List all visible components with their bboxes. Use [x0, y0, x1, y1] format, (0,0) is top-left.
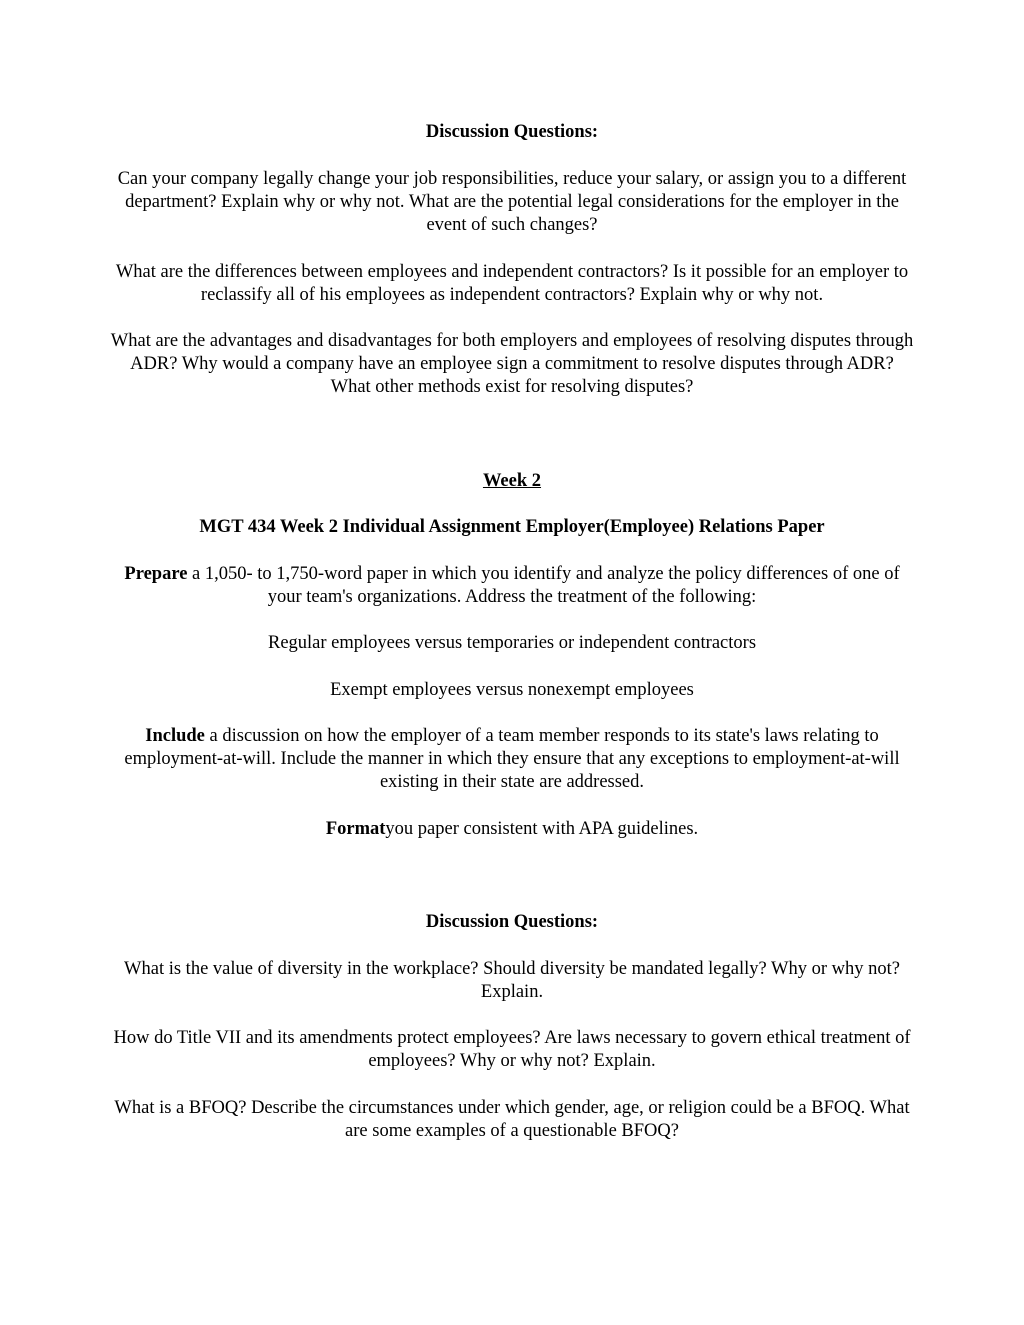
assignment-title: MGT 434 Week 2 Individual Assignment Employer(Employee) Relations Paper: [199, 517, 825, 537]
prepare-paragraph: [110, 563, 914, 609]
discussion-heading-2: Discussion Questions:: [425, 912, 599, 932]
document-page: [110, 0, 914, 1325]
question-2-1: What is the value of diversity in the workplace? Should diversity be mandated legally? Why or why not? Explain.: [124, 959, 900, 1002]
format-text: you paper consistent with APA guidelines.: [385, 819, 699, 839]
question-1-2: What are the differences between employees and independent contractors? Is it possible for an employer to reclassify all of his employees as independent contractors? Explain why or why not.: [115, 262, 909, 305]
question-2-2: How do Title VII and its amendments protect employees? Are laws necessary to govern ethical treatment of employees? Why or why not? Explain.: [113, 1028, 911, 1071]
question-2-3: What is a BFOQ? Describe the circumstances under which gender, age, or religion could be a BFOQ. What are some examples of a questionable BFOQ?: [114, 1098, 910, 1141]
prepare-lead: Prepare: [124, 564, 188, 584]
format-lead: Format: [325, 819, 386, 839]
include-paragraph: [110, 725, 914, 794]
treatment-item-2: Exempt employees versus nonexempt employees: [330, 680, 694, 700]
treatment-item-1: Regular employees versus temporaries or independent contractors: [267, 633, 757, 653]
week-heading: Week 2: [482, 471, 542, 491]
format-paragraph: [110, 818, 914, 841]
include-lead: Include: [145, 726, 205, 746]
discussion-heading-1: Discussion Questions:: [425, 122, 599, 142]
include-text: a discussion on how the employer of a team member responds to its state's laws relating to employment-at-will. Include the manner in which they ensure that any exceptions to employment-at-will existing in their state are addressed.: [124, 726, 900, 792]
question-1-3: What are the advantages and disadvantages for both employers and employees of resolving disputes through ADR? Why would a company have an employee sign a commitment to resolve disputes through ADR? What other methods exist for resolving disputes?: [110, 331, 914, 397]
prepare-text: a 1,050- to 1,750-word paper in which you identify and analyze the policy differences of one of your team's organizations. Address the treatment of the following:: [187, 564, 900, 607]
question-1-1: Can your company legally change your job responsibilities, reduce your salary, or assign you to a different department? Explain why or why not. What are the potential legal considerations for the employer in the event of such changes?: [117, 169, 907, 235]
